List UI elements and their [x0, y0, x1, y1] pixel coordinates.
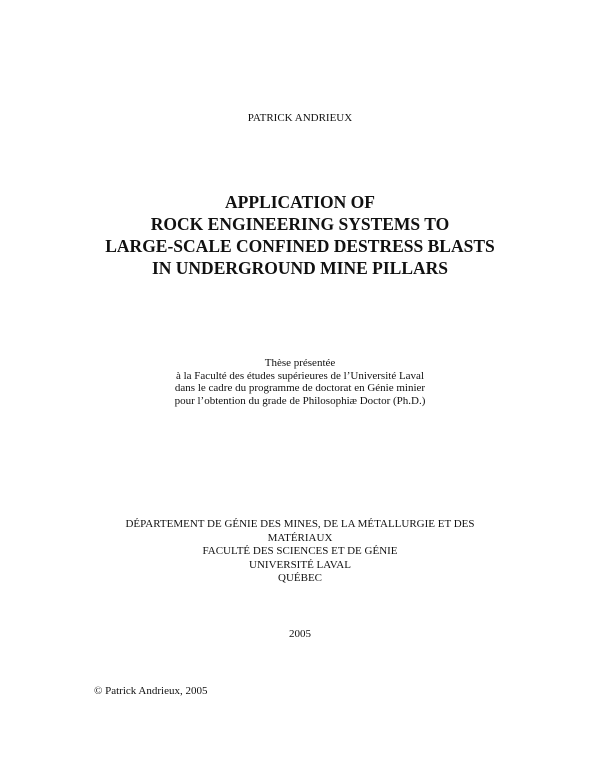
thesis-line: dans le cadre du programme de doctorat en Génie minier [174, 382, 426, 394]
thesis-line: Thèse présentée [264, 357, 336, 369]
thesis-line: à la Faculté des études supérieures de l’Université Laval [175, 369, 424, 382]
department-block [0, 518, 600, 586]
year-text: 2005 [289, 628, 311, 640]
author-name-text: PATRICK ANDRIEUX [247, 112, 353, 124]
department-line: MATÉRIAUX [267, 531, 333, 544]
title-line: IN UNDERGROUND MINE PILLARS [151, 258, 449, 278]
copyright-notice: © Patrick Andrieux, 2005 [94, 685, 208, 697]
university-line: UNIVERSITÉ LAVAL [249, 558, 351, 571]
title-line: LARGE-SCALE CONFINED DESTRESS BLASTS [105, 236, 495, 256]
title-line: ROCK ENGINEERING SYSTEMS TO [150, 214, 450, 234]
title-line: APPLICATION OF [225, 192, 375, 212]
thesis-line: pour l’obtention du grade de Philosophiæ Doctor (Ph.D.) [174, 394, 426, 407]
thesis-year [0, 627, 600, 641]
thesis-statement [0, 357, 600, 407]
faculty-line: FACULTÉ DES SCIENCES ET DE GÉNIE [202, 545, 398, 557]
author-name [0, 111, 600, 125]
thesis-title [0, 191, 600, 279]
department-line: DÉPARTEMENT DE GÉNIE DES MINES, DE LA MÉTALLURGIE ET DES [125, 518, 475, 530]
city-line: QUÉBEC [278, 572, 322, 584]
